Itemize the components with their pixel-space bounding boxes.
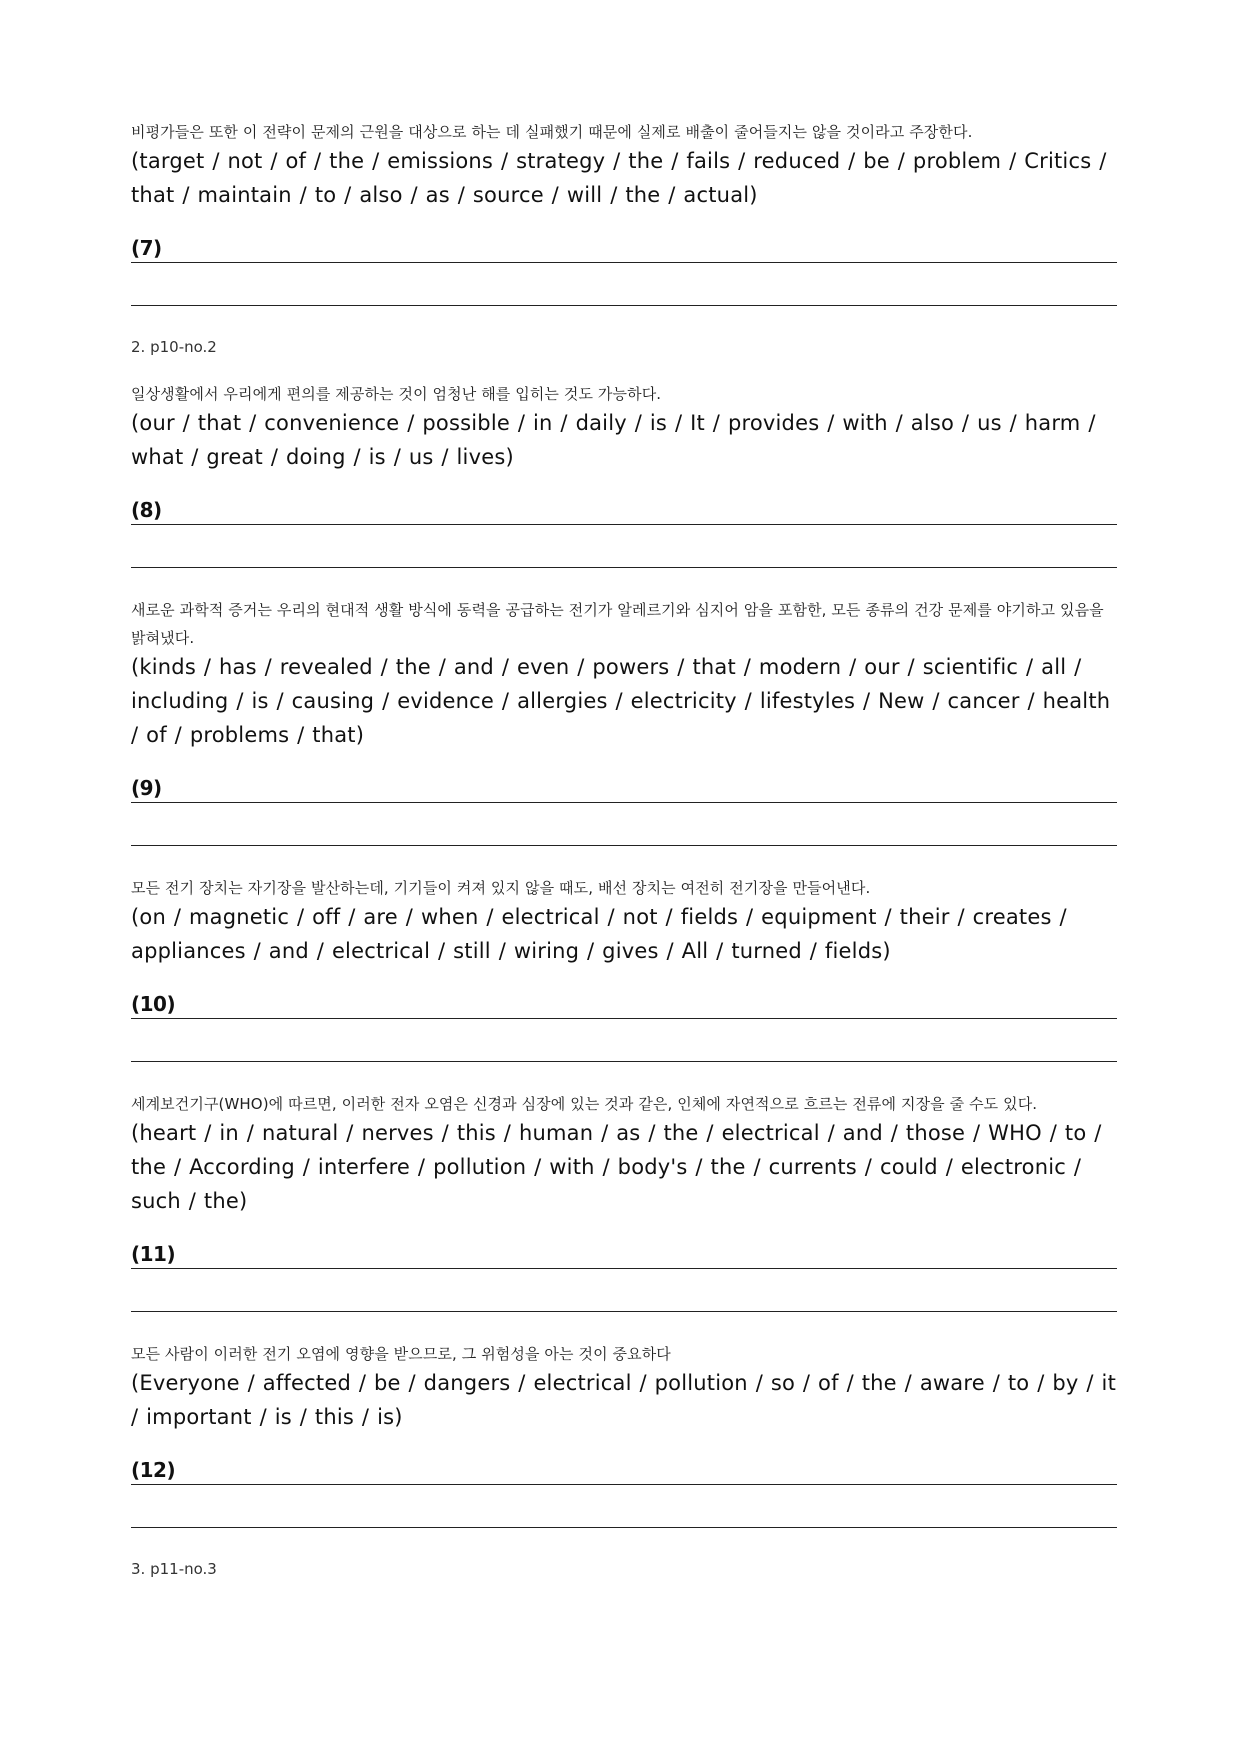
word-bank: (kinds / has / revealed / the / and / even / powers / that / modern / our / scientific / all / including / is / causing / evidence / allergies / electricity / lifestyles / New / cancer / health / of / problems / that) [131, 655, 1111, 747]
answer-area [131, 990, 1117, 1062]
question-number: (11) [131, 1242, 176, 1266]
answer-area [131, 1240, 1117, 1312]
answer-line-1[interactable] [131, 496, 1117, 525]
question-item-12 [131, 1340, 1117, 1528]
question-item-8 [131, 380, 1117, 568]
question-number: (12) [131, 1458, 176, 1482]
answer-line-2[interactable] [131, 525, 1117, 568]
word-bank: (Everyone / affected / be / dangers / electrical / pollution / so / of / the / aware / to / by / it / important / is / this / is) [131, 1371, 1117, 1429]
korean-prompt: 일상생활에서 우리에게 편의를 제공하는 것이 엄청난 해를 입히는 것도 가능하다. [131, 385, 662, 403]
word-bank: (heart / in / natural / nerves / this / human / as / the / electrical / and / those / WHO / to / the / According / interfere / pollution / with / body's / the / currents / could / electronic / such / the) [131, 1121, 1102, 1213]
korean-prompt: 모든 사람이 이러한 전기 오염에 영향을 받으므로, 그 위험성을 아는 것이 중요하다 [131, 1345, 671, 1363]
answer-area [131, 234, 1117, 306]
answer-line-1[interactable] [131, 1240, 1117, 1269]
korean-prompt: 새로운 과학적 증거는 우리의 현대적 생활 방식에 동력을 공급하는 전기가 알레르기와 심지어 암을 포함한, 모든 종류의 건강 문제를 야기하고 있음을 밝혀냈다. [131, 601, 1104, 647]
answer-line-1[interactable] [131, 234, 1117, 263]
answer-line-1[interactable] [131, 990, 1117, 1019]
answer-line-2[interactable] [131, 1019, 1117, 1062]
question-item-9 [131, 596, 1117, 846]
answer-area [131, 774, 1117, 846]
korean-prompt: 모든 전기 장치는 자기장을 발산하는데, 기기들이 켜져 있지 않을 때도, 배선 장치는 여전히 전기장을 만들어낸다. [131, 879, 871, 897]
question-item-7 [131, 118, 1117, 306]
question-number: (8) [131, 498, 162, 522]
question-number: (9) [131, 776, 162, 800]
word-bank: (our / that / convenience / possible / in / daily / is / It / provides / with / also / us / harm / what / great / doing / is / us / lives) [131, 411, 1096, 469]
answer-line-1[interactable] [131, 774, 1117, 803]
word-bank: (on / magnetic / off / are / when / electrical / not / fields / equipment / their / creates / appliances / and / electrical / still / wiring / gives / All / turned / fields) [131, 905, 1067, 963]
answer-line-2[interactable] [131, 803, 1117, 846]
section-label: 3. p11-no.3 [131, 1560, 217, 1578]
korean-prompt: 세계보건기구(WHO)에 따르면, 이러한 전자 오염은 신경과 심장에 있는 것과 같은, 인체에 자연적으로 흐르는 전류에 지장을 줄 수도 있다. [131, 1095, 1038, 1113]
answer-area [131, 1456, 1117, 1528]
answer-line-2[interactable] [131, 263, 1117, 306]
question-item-10 [131, 874, 1117, 1062]
answer-line-1[interactable] [131, 1456, 1117, 1485]
question-number: (7) [131, 236, 162, 260]
answer-area [131, 496, 1117, 568]
worksheet-page [131, 118, 1117, 1580]
korean-prompt: 비평가들은 또한 이 전략이 문제의 근원을 대상으로 하는 데 실패했기 때문에 실제로 배출이 줄어들지는 않을 것이라고 주장한다. [131, 123, 973, 141]
answer-line-2[interactable] [131, 1269, 1117, 1312]
question-item-11 [131, 1090, 1117, 1312]
question-number: (10) [131, 992, 176, 1016]
section-label: 2. p10-no.2 [131, 338, 217, 356]
answer-line-2[interactable] [131, 1485, 1117, 1528]
word-bank: (target / not / of / the / emissions / strategy / the / fails / reduced / be / problem / Critics / that / maintain / to / also / as / source / will / the / actual) [131, 149, 1107, 207]
